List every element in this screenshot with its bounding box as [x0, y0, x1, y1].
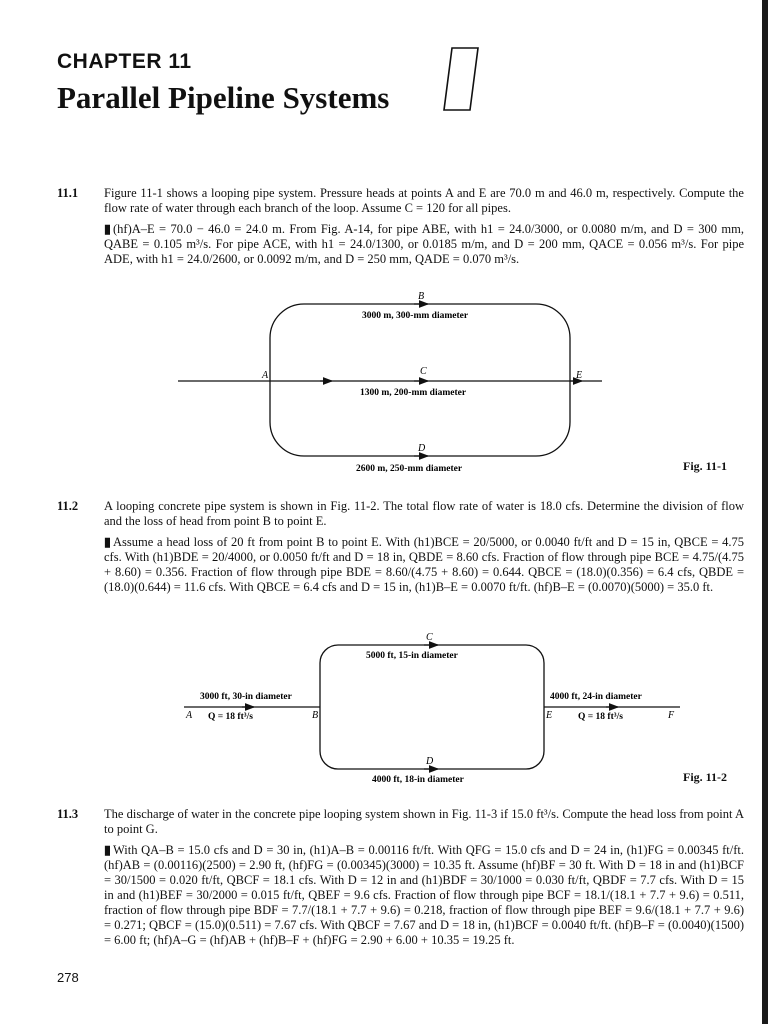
solution-marker-icon: ▮ [104, 222, 111, 236]
figure-11-1 [170, 290, 610, 482]
chapter-decoration [440, 44, 482, 116]
point-b-label: B [418, 291, 425, 302]
point-a-label: A [262, 370, 269, 381]
right-pipe-label: 4000 ft, 24-in diameter [550, 692, 642, 702]
point-d-label: D [418, 443, 426, 454]
solution-marker-icon: ▮ [104, 843, 111, 857]
problem-11-3 [104, 807, 744, 948]
bottom-pipe-label: 4000 ft, 18-in diameter [372, 775, 464, 785]
bottom-pipe-label: 2600 m, 250-mm diameter [356, 464, 463, 474]
point-a-label: A [186, 710, 193, 721]
pipe-loop [270, 304, 570, 456]
page-edge-shadow [762, 0, 768, 1024]
problem-solution [104, 535, 744, 595]
problem-statement: Figure 11-1 shows a looping pipe system. Pressure heads at points A and E are 70.0 m and 46.0 m, respectively. Compute the flow rate of water through each branch of the loop. Assume C = 120 for all pipes. [104, 186, 744, 215]
right-flow-label: Q = 18 ft³/s [578, 712, 623, 722]
figure-label: Fig. 11-2 [683, 770, 727, 784]
chapter-title: Parallel Pipeline Systems [57, 80, 390, 115]
figure-label: Fig. 11-1 [683, 459, 727, 473]
point-f-label: F [668, 710, 675, 721]
pipe-loop [320, 645, 544, 769]
point-c-label: C [426, 632, 433, 643]
problem-solution [104, 843, 744, 948]
problem-11-1 [104, 186, 744, 267]
point-c-label: C [420, 366, 427, 377]
point-e-label: E [576, 370, 583, 381]
chapter-number: CHAPTER 11 [57, 50, 192, 73]
problem-number: 11.3 [57, 807, 79, 821]
problem-number: 11.1 [57, 186, 79, 200]
left-flow-label: Q = 18 ft³/s [208, 712, 253, 722]
problem-11-2 [104, 499, 744, 595]
point-b-label: B [312, 710, 319, 721]
page-number: 278 [57, 970, 79, 985]
problem-statement: The discharge of water in the concrete pipe looping system shown in Fig. 11-3 if 15.0 ft³/s. Compute the head loss from point A to point G. [104, 807, 744, 836]
point-e-label: E [546, 710, 553, 721]
solution-text: With QA–B = 15.0 cfs and D = 30 in, (h1)A–B = 0.00116 ft/ft. With QFG = 15.0 cfs and D = 24 in, (h1)FG = 0.00345 ft/ft. (hf)AB = (0.00116)(2500) = 2.90 ft, (hf)FG = (0.00345)(3000) = 10.35 ft. Assume (hf)BF = 30 ft. With D = 18 in and (h1)BCF = 30/1500 = 0.020 ft/ft, QBCF = 18.1 cfs. With D = 12 in and (h1)BDF = 30/1000 = 0.030 ft/ft, QBDF = 7.7 cfs. With D = 15 in and (h1)BEF = 30/2000 = 0.015 ft/ft, QBEF = 9.6 cfs. Fraction of flow through pipe BCF = 18.1/(18.1 + 7.7 + 9.6) = 0.511, fraction of flow through pipe BDF = 7.7/(18.1 + 7.7 + 9.6) = 0.218, fraction of flow through pipe BEF = 9.6/(18.1 + 7.7 + 9.6) = 0.271; QBCF = (15.0)(0.511) = 7.67 cfs. With QBCF = 7.67 and D = 18 in, (h1)BCF = 0.0040 ft/ft. (hf)B–F = (0.0040)(1500) = 6.00 ft; (hf)A–G = (hf)AB + (hf)B–F + (hf)FG = 2.90 + 6.00 + 10.35 = 19.25 ft. [104, 843, 744, 947]
mid-pipe-label: 1300 m, 200-mm diameter [360, 388, 467, 398]
solution-text: (hf)A–E = 70.0 − 46.0 = 24.0 m. From Fig. A-14, for pipe ABE, with h1 = 24.0/3000, or 0.0080 m/m, and D = 300 mm, QABE = 0.105 m³/s. For pipe ACE, with h1 = 24.0/1300, or 0.0185 m/m, and D = 200 mm, QACE = 0.056 m³/s. For pipe ADE, with h1 = 24.0/2600, or 0.0092 m/m, and D = 250 mm, QADE = 0.070 m³/s. [104, 222, 744, 266]
problem-number: 11.2 [57, 499, 79, 513]
problem-solution [104, 222, 744, 267]
point-d-label: D [426, 756, 434, 767]
top-pipe-label: 5000 ft, 15-in diameter [366, 651, 458, 661]
left-pipe-label: 3000 ft, 30-in diameter [200, 692, 292, 702]
problem-statement: A looping concrete pipe system is shown in Fig. 11-2. The total flow rate of water is 18.0 cfs. Determine the division of flow and the loss of head from point B to point E. [104, 499, 744, 528]
figure-11-2 [180, 625, 700, 785]
top-pipe-label: 3000 m, 300-mm diameter [362, 311, 469, 321]
solution-text: Assume a head loss of 20 ft from point B to point E. With (h1)BCE = 20/5000, or 0.0040 ft/ft and D = 15 in, QBCE = 4.75 cfs. With (h1)BDE = 20/4000, or 0.0050 ft/ft and D = 18 in, QBDE = 8.60 cfs. Fraction of flow through pipe BCE = 4.75/(4.75 + 8.60) = 0.356. Fraction of flow through pipe BDE = 8.60/(4.75 + 8.60) = 0.644. QBCE = (18.0)(0.356) = 6.4 cfs, QBDE = (18.0)(0.644) = 11.6 cfs. With QBCE = 6.4 cfs and D = 15 in, (h1)B–E = 0.0070 ft/ft. (hf)B–E = (0.0070)(5000) = 35.0 ft. [104, 535, 744, 594]
solution-marker-icon: ▮ [104, 535, 111, 549]
